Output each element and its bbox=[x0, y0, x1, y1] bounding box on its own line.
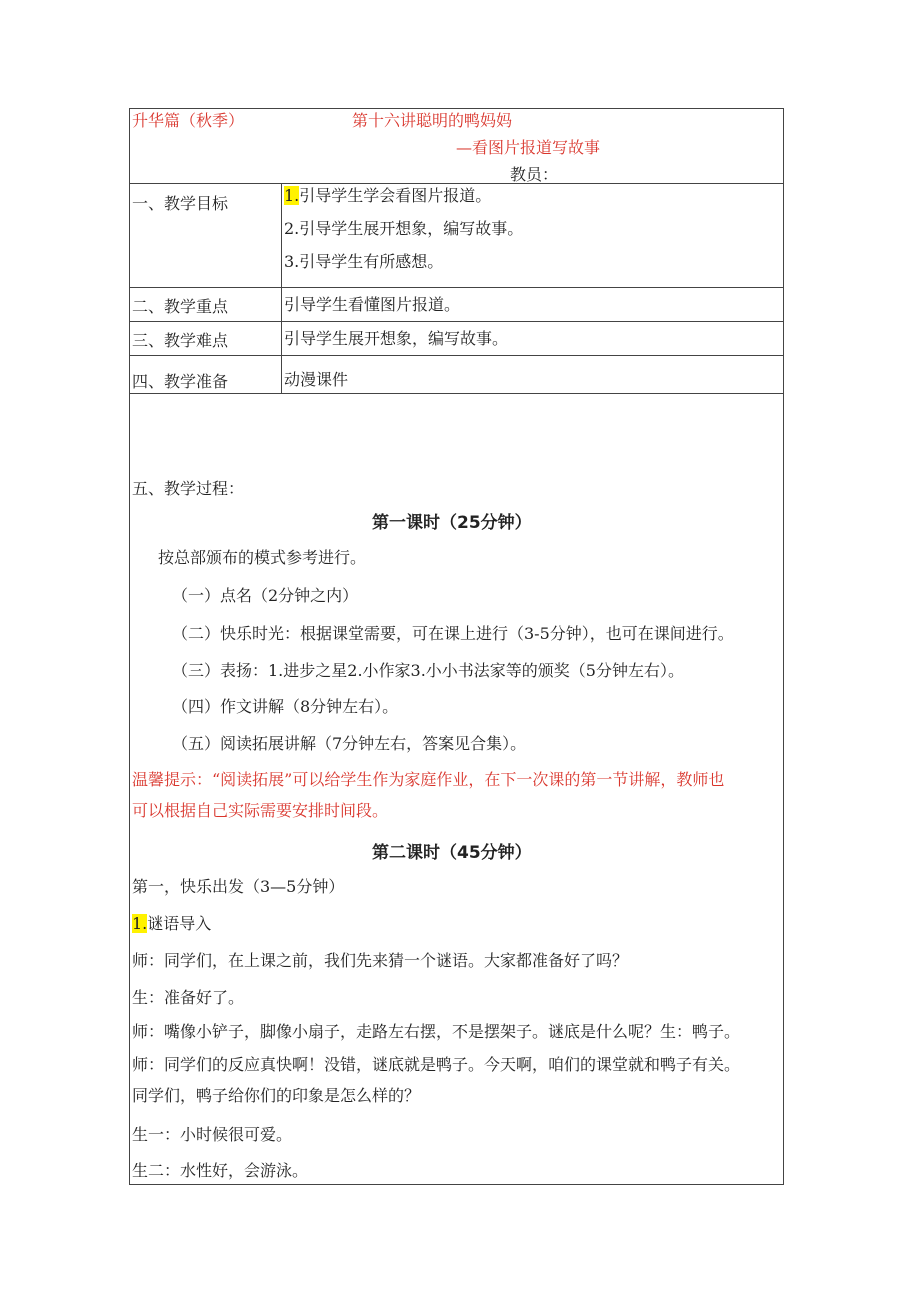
objective-item: 3.引导学生有所感想。 bbox=[284, 252, 444, 271]
dialogue-line: 师：嘴像小铲子，脚像小扇子，走路左右摆，不是摆架子。谜底是什么呢？生：鸭子。 bbox=[132, 1022, 741, 1041]
tip-text: 温馨提示：“阅读拓展”可以给学生作为家庭作业，在下一次课的第一节讲解，教师也 bbox=[132, 770, 725, 789]
table-divider bbox=[129, 355, 784, 356]
key-points-text: 引导学生看懂图片报道。 bbox=[284, 295, 461, 314]
lesson2-part-title: 第一，快乐出发（3—5分钟） bbox=[132, 877, 345, 896]
table-column-divider bbox=[281, 183, 282, 393]
lesson1-step: （三）表扬：1.进步之星2.小作家3.小小书法家等的颁奖（5分钟左右）。 bbox=[172, 661, 684, 680]
row-label-preparation: 四、教学准备 bbox=[132, 372, 229, 391]
dialogue-line: 师：同学们的反应真快啊！没错，谜底就是鸭子。今天啊，咱们的课堂就和鸭子有关。 bbox=[132, 1055, 741, 1074]
row-label-objectives: 一、教学目标 bbox=[132, 194, 229, 213]
table-divider bbox=[129, 183, 784, 184]
lesson2-heading: 第二课时（45分钟） bbox=[372, 843, 532, 863]
lesson2-item: 1.谜语导入 bbox=[132, 914, 212, 933]
table-divider bbox=[129, 393, 784, 394]
objective-item: 2.引导学生展开想象，编写故事。 bbox=[284, 219, 524, 238]
process-title: 五、教学过程： bbox=[132, 479, 245, 498]
preparation-text: 动漫课件 bbox=[284, 370, 349, 389]
row-label-key-points: 二、教学重点 bbox=[132, 297, 229, 316]
series-label: 升华篇（秋季） bbox=[132, 111, 245, 130]
dialogue-line: 生一：小时候很可爱。 bbox=[132, 1125, 293, 1144]
dialogue-line: 生：准备好了。 bbox=[132, 988, 245, 1007]
lecture-subtitle: —看图片报道写故事 bbox=[456, 138, 601, 157]
dialogue-line: 师：同学们，在上课之前，我们先来猜一个谜语。大家都准备好了吗？ bbox=[132, 951, 629, 970]
row-label-difficulties: 三、教学难点 bbox=[132, 331, 229, 350]
tip-text-continued: 可以根据自己实际需要安排时间段。 bbox=[132, 801, 389, 820]
lesson1-step: （二）快乐时光：根据课堂需要，可在课上进行（3-5分钟），也可在课间进行。 bbox=[172, 624, 734, 643]
dialogue-line: 生二：水性好，会游泳。 bbox=[132, 1161, 309, 1180]
objective-number: 1. bbox=[284, 186, 300, 205]
teacher-label: 教员： bbox=[510, 165, 559, 184]
table-divider bbox=[129, 321, 784, 322]
lecture-title: 第十六讲聪明的鸭妈妈 bbox=[352, 111, 513, 130]
lesson1-heading: 第一课时（25分钟） bbox=[372, 513, 532, 533]
lesson1-step: （五）阅读拓展讲解（7分钟左右，答案见合集）。 bbox=[172, 734, 527, 753]
item-number: 1. bbox=[132, 914, 148, 933]
lesson1-step: （四）作文讲解（8分钟左右）。 bbox=[172, 697, 399, 716]
dialogue-line: 同学们，鸭子给你们的印象是怎么样的？ bbox=[132, 1086, 421, 1105]
table-divider bbox=[129, 287, 784, 288]
lesson1-intro: 按总部颁布的模式参考进行。 bbox=[158, 548, 367, 567]
lesson1-step: （一）点名（2分钟之内） bbox=[172, 586, 359, 605]
difficulties-text: 引导学生展开想象，编写故事。 bbox=[284, 329, 509, 348]
objective-item: 1.引导学生学会看图片报道。 bbox=[284, 186, 492, 205]
